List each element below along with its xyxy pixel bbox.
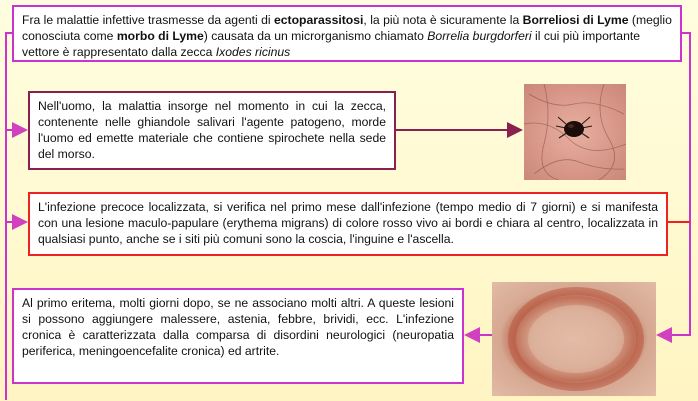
tick-on-skin-photo (524, 84, 626, 180)
chronic-infection-box: Al primo eritema, molti giorni dopo, se ne associano molti altri. A queste lesioni si possono aggiungere malessere, astenia, febbre, brividi, ecc. L'infezione cronica è caratterizzata dalla comparsa di disordini neurologici (neuropatia periferica, meningoencefalite cronica) ed artrite. (12, 288, 464, 384)
early-localized-infection-box: L'infezione precoce localizzata, si verifica nel primo mese dall'infezione (tempo medio di 7 giorni) e si manifesta con una lesione maculo-papulare (erythema migrans) di colore rosso vivo ai bordi e chiara al centro, localizzata in qualsiasi punto, anche se i siti più comuni sono la coscia, l'inguine e l'ascella. (28, 192, 668, 256)
intro-box: Fra le malattie infettive trasmesse da agenti di ectoparassitosi, la più nota è sicuramente la Borreliosi di Lyme (meglio conosciuta come morbo di Lyme) causata da un microrganismo chiamato Borrelia burgdorferi il cui più importante vettore è rappresentato dalla zecca Ixodes ricinus (12, 5, 682, 62)
erythema-illustration (492, 282, 656, 396)
infection-onset-box: Nell'uomo, la malattia insorge nel momento in cui la zecca, contenente nelle ghiandole salivari l'agente patogeno, morde l'uomo ed emette materiale che contiene spirochete nella sede del morso. (28, 91, 396, 170)
erythema-migrans-photo (492, 282, 656, 396)
tick-illustration (524, 84, 626, 180)
right-vertical-connector (658, 33, 690, 335)
